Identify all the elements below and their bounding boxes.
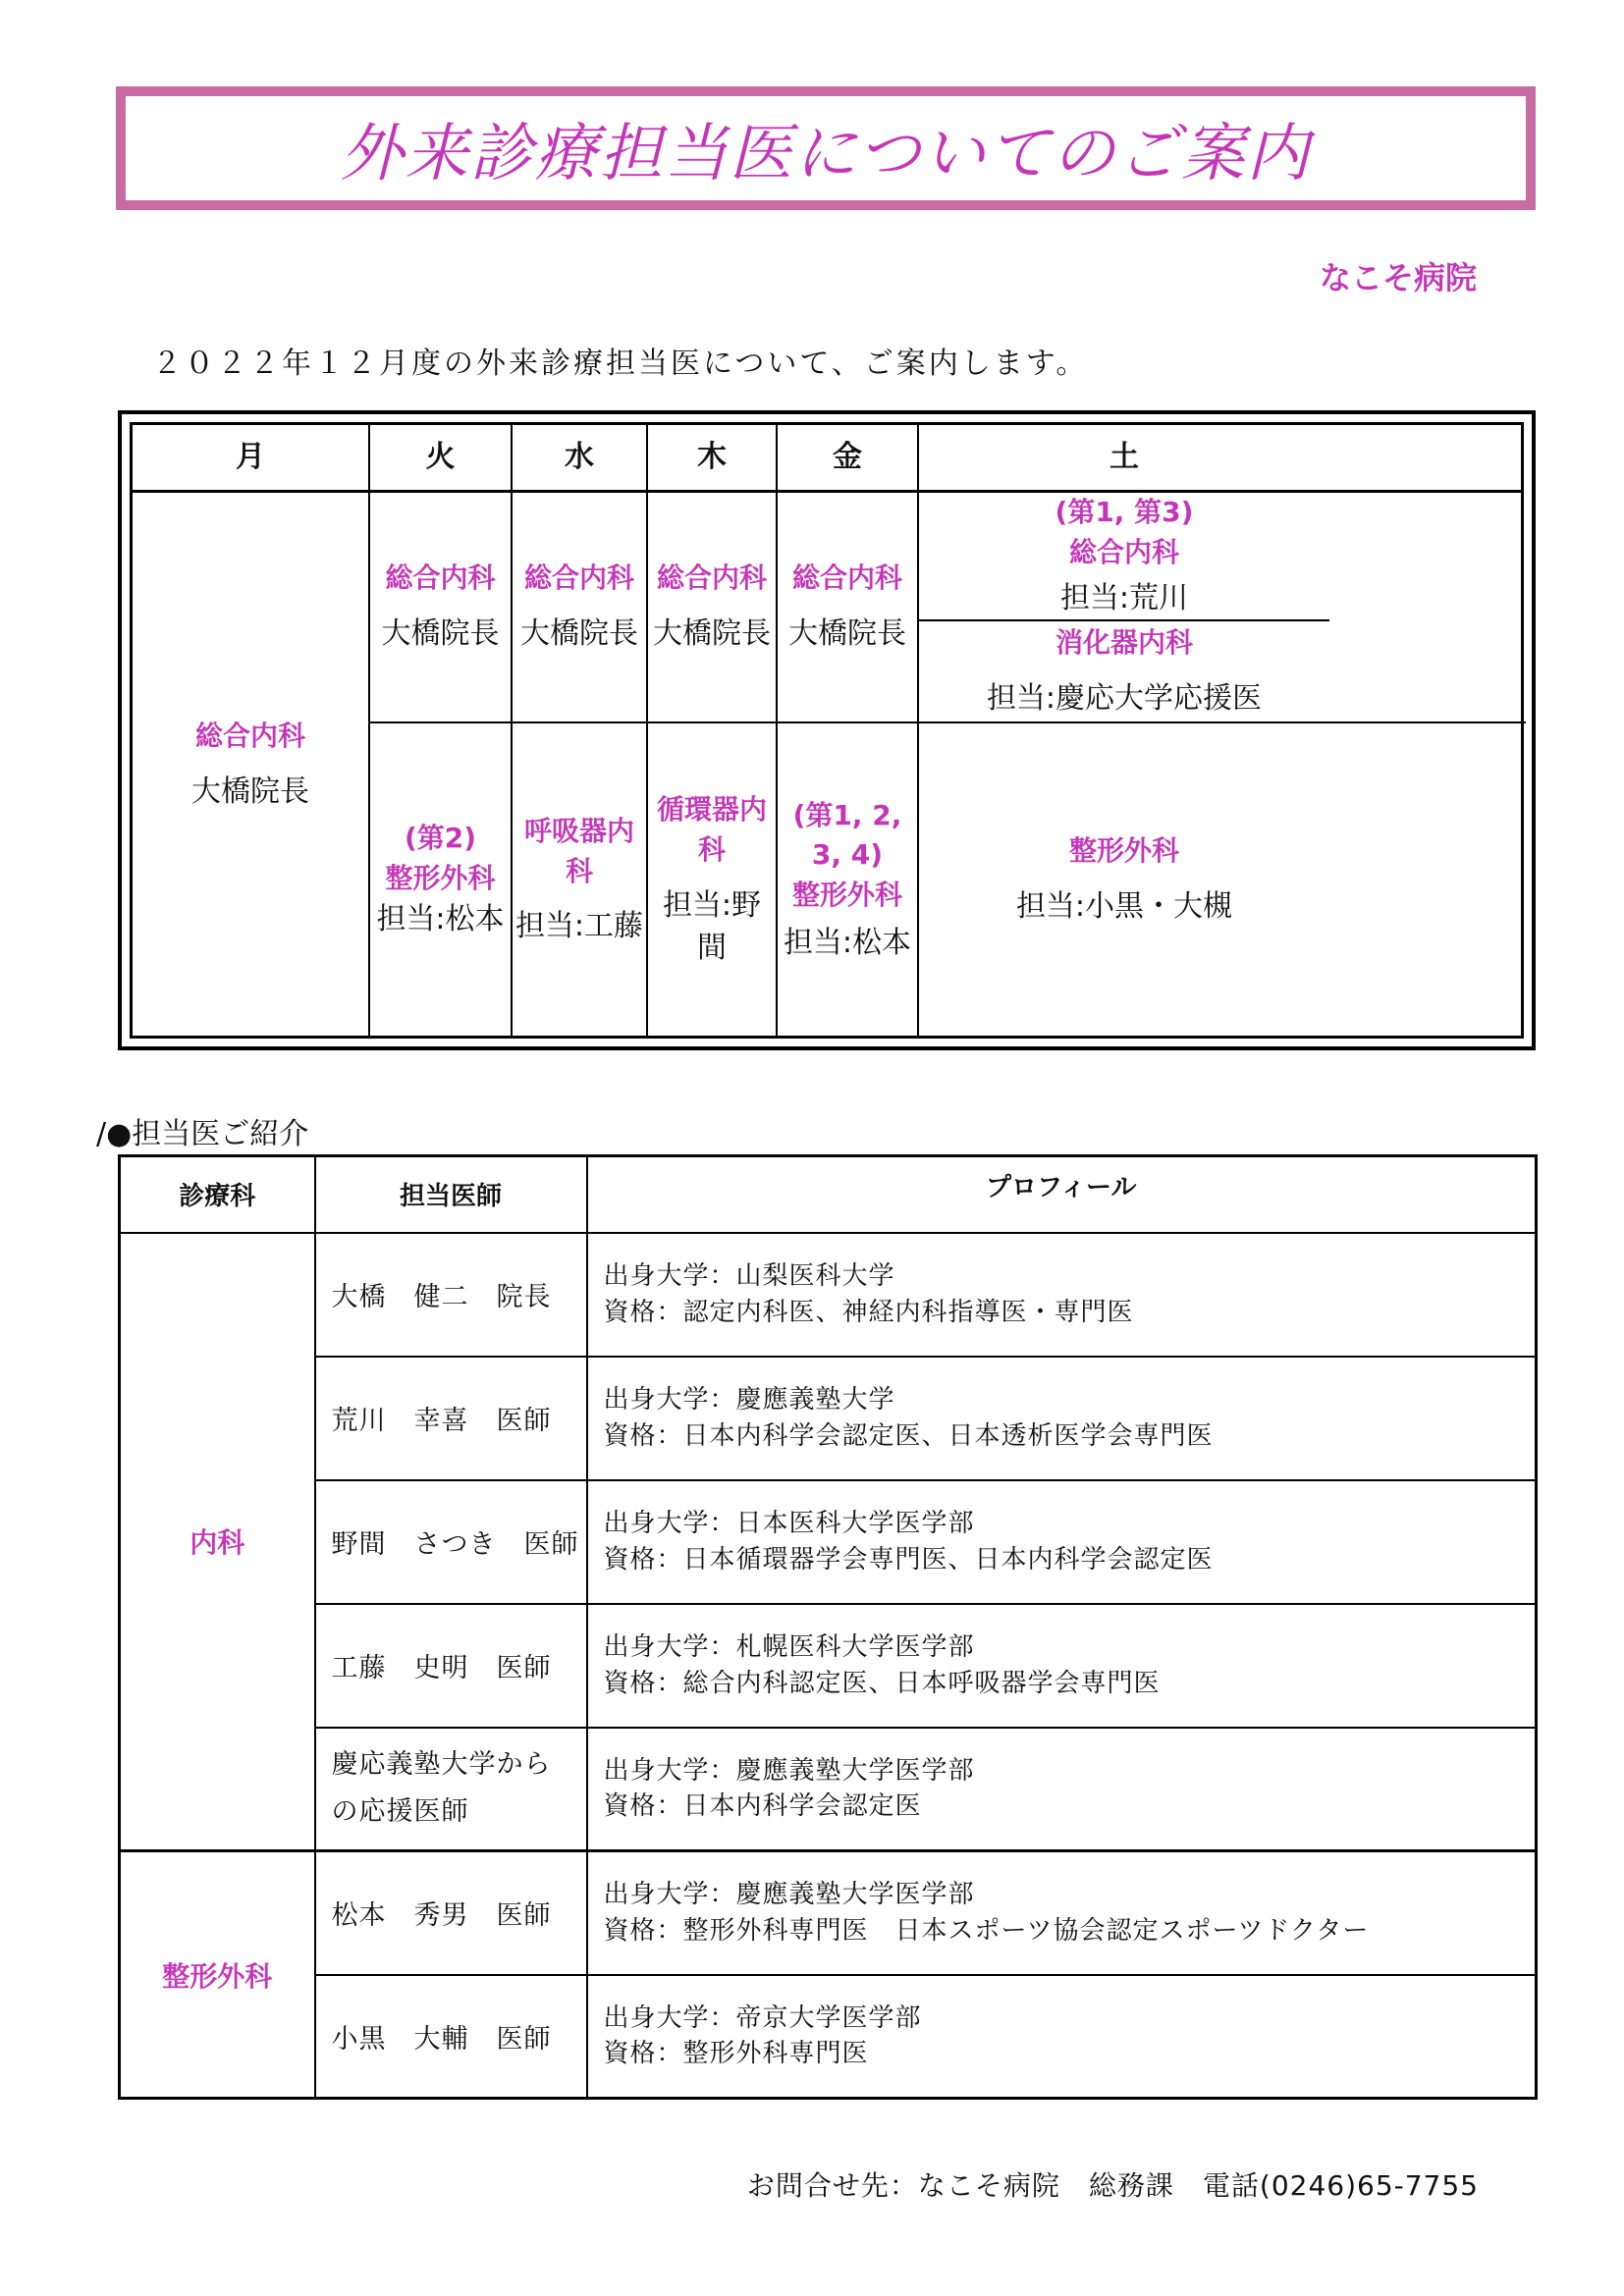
dept-label: 循環器内科 <box>656 793 767 866</box>
dept-label: 呼吸器内科 <box>523 815 634 887</box>
profile-qualification: 資格：日本内科学会認定医 <box>603 1791 922 1822</box>
doctor-label: 担当:荒川 <box>1059 580 1189 615</box>
doctor-label: 担当:工藤 <box>514 909 644 944</box>
profile-cell <box>587 1480 1537 1604</box>
doctor-label: 大橋院長 <box>191 774 309 809</box>
profile-qualification: 資格：整形外科専門医 <box>603 2039 869 2069</box>
day-header-mon: 月 <box>236 440 265 475</box>
doctor-name: 慶応義塾大学からの応援医師 <box>315 1728 587 1851</box>
doctor-label: 大橋院長 <box>520 616 638 652</box>
schedule-cell-tue-1 <box>370 493 511 721</box>
table-row <box>120 1357 1537 1480</box>
dept-label: 総合内科 <box>385 561 496 595</box>
profile-school: 出身大学：慶應義塾大学 <box>603 1385 895 1415</box>
doctor-label: 大橋院長 <box>788 616 906 652</box>
profile-cell <box>587 1728 1537 1851</box>
doctor-name: 大橋 健二 院長 <box>315 1233 587 1357</box>
dept-label: 整形外科 <box>1068 834 1179 868</box>
dept-cell: 内科 <box>120 1233 315 1851</box>
profile-cell <box>587 1975 1537 2099</box>
profile-school: 出身大学：日本医科大学医学部 <box>603 1509 975 1539</box>
schedule-cell-fri-2 <box>778 723 917 1037</box>
profile-school: 出身大学：山梨医科大学 <box>603 1261 895 1292</box>
doctor-label: 担当:松本 <box>783 925 912 960</box>
table-row <box>120 1728 1537 1851</box>
dept-cell: 整形外科 <box>120 1851 315 2099</box>
doctor-name: 小黒 大輔 医師 <box>315 1975 587 2099</box>
profile-cell <box>587 1604 1537 1728</box>
profile-school: 出身大学：慶應義塾大学医学部 <box>603 1880 975 1910</box>
dept-label: 総合内科 <box>656 561 767 595</box>
doctor-label: 大橋院長 <box>381 616 500 652</box>
profile-qualification: 資格：日本内科学会認定医、日本透析医学会専門医 <box>603 1420 1214 1451</box>
profile-qualification: 資格：総合内科認定医、日本呼吸器学会専門医 <box>603 1668 1161 1698</box>
intro-text: ２０２２年１２月度の外来診療担当医について、ご案内します。 <box>152 347 1089 381</box>
hospital-name: なこそ病院 <box>1319 259 1477 296</box>
doctor-label: 大橋院長 <box>653 616 771 652</box>
schedule-table <box>118 410 1536 1050</box>
table-row <box>120 1851 1537 1975</box>
doctor-label: 担当:松本 <box>376 902 505 937</box>
dept-label: 整形外科 <box>385 861 496 894</box>
schedule-cell-wed-1 <box>513 493 646 721</box>
table-row <box>120 1480 1537 1604</box>
page-title: 外来診療担当医についてのご案内 <box>340 118 1312 190</box>
contact-footer: お問合せ先：なこそ病院 総務課 電話(0246)65-7755 <box>746 2169 1479 2202</box>
table-row <box>120 1233 1537 1357</box>
profiles-heading: /●担当医ご紹介 <box>96 1117 309 1151</box>
dept-label: 総合内科 <box>523 561 634 595</box>
profile-qualification: 資格：日本循環器学会専門医、日本内科学会認定医 <box>603 1544 1214 1575</box>
table-row <box>120 1604 1537 1728</box>
schedule-cell-sat-3 <box>919 723 1329 1037</box>
dept-label: 総合内科 <box>1068 535 1179 568</box>
profile-school: 出身大学：札幌医科大学医学部 <box>603 1632 975 1663</box>
profile-cell <box>587 1357 1537 1480</box>
doctor-label: 担当:慶応大学応援医 <box>986 680 1263 716</box>
profile-cell <box>587 1851 1537 1975</box>
doctor-label: 担当:野間 <box>662 887 762 966</box>
table-row <box>120 1975 1537 2099</box>
day-header-thu: 木 <box>697 440 727 475</box>
profile-school: 出身大学：帝京大学医学部 <box>603 2002 922 2033</box>
schedule-cell-sat-2 <box>919 621 1329 721</box>
profile-cell <box>587 1233 1537 1357</box>
day-header-tue: 火 <box>425 440 456 475</box>
note-label: (第2) <box>404 822 477 855</box>
title-box <box>116 86 1536 210</box>
profile-qualification: 資格：整形外科専門医 日本スポーツ協会認定スポーツドクター <box>603 1915 1370 1946</box>
doctor-name: 野間 さつき 医師 <box>315 1480 587 1604</box>
schedule-cell-sat-1 <box>919 493 1329 619</box>
note-label: (第1, 2, 3, 4) <box>792 798 902 872</box>
day-header-fri: 金 <box>833 440 862 475</box>
doctor-label: 担当:小黒・大槻 <box>1015 889 1233 925</box>
dept-label: 消化器内科 <box>1055 625 1193 659</box>
col-header-profile: プロフィール <box>587 1156 1537 1233</box>
note-label: (第1, 第3) <box>1055 496 1194 528</box>
day-header-sat: 土 <box>1110 440 1139 475</box>
profile-qualification: 資格：認定内科医、神経内科指導医・専門医 <box>603 1297 1134 1327</box>
doctor-name: 工藤 史明 医師 <box>315 1604 587 1728</box>
schedule-cell-wed-2 <box>513 723 646 1037</box>
schedule-cell-mon <box>133 493 368 1037</box>
dept-label: 総合内科 <box>791 561 902 595</box>
profiles-table <box>118 1154 1538 2100</box>
schedule-cell-tue-2 <box>370 723 511 1037</box>
schedule-cell-thu-2 <box>648 723 776 1037</box>
schedule-cell-fri-1 <box>778 493 917 721</box>
dept-label: 整形外科 <box>791 879 902 912</box>
dept-label: 総合内科 <box>194 719 305 752</box>
profile-school: 出身大学：慶應義塾大学医学部 <box>603 1755 975 1786</box>
day-header-wed: 水 <box>565 440 594 475</box>
doctor-name: 松本 秀男 医師 <box>315 1851 587 1975</box>
doctor-name: 荒川 幸喜 医師 <box>315 1357 587 1480</box>
col-header-dept: 診療科 <box>120 1156 315 1233</box>
col-header-doctor: 担当医師 <box>315 1156 587 1233</box>
schedule-cell-thu-1 <box>648 493 776 721</box>
